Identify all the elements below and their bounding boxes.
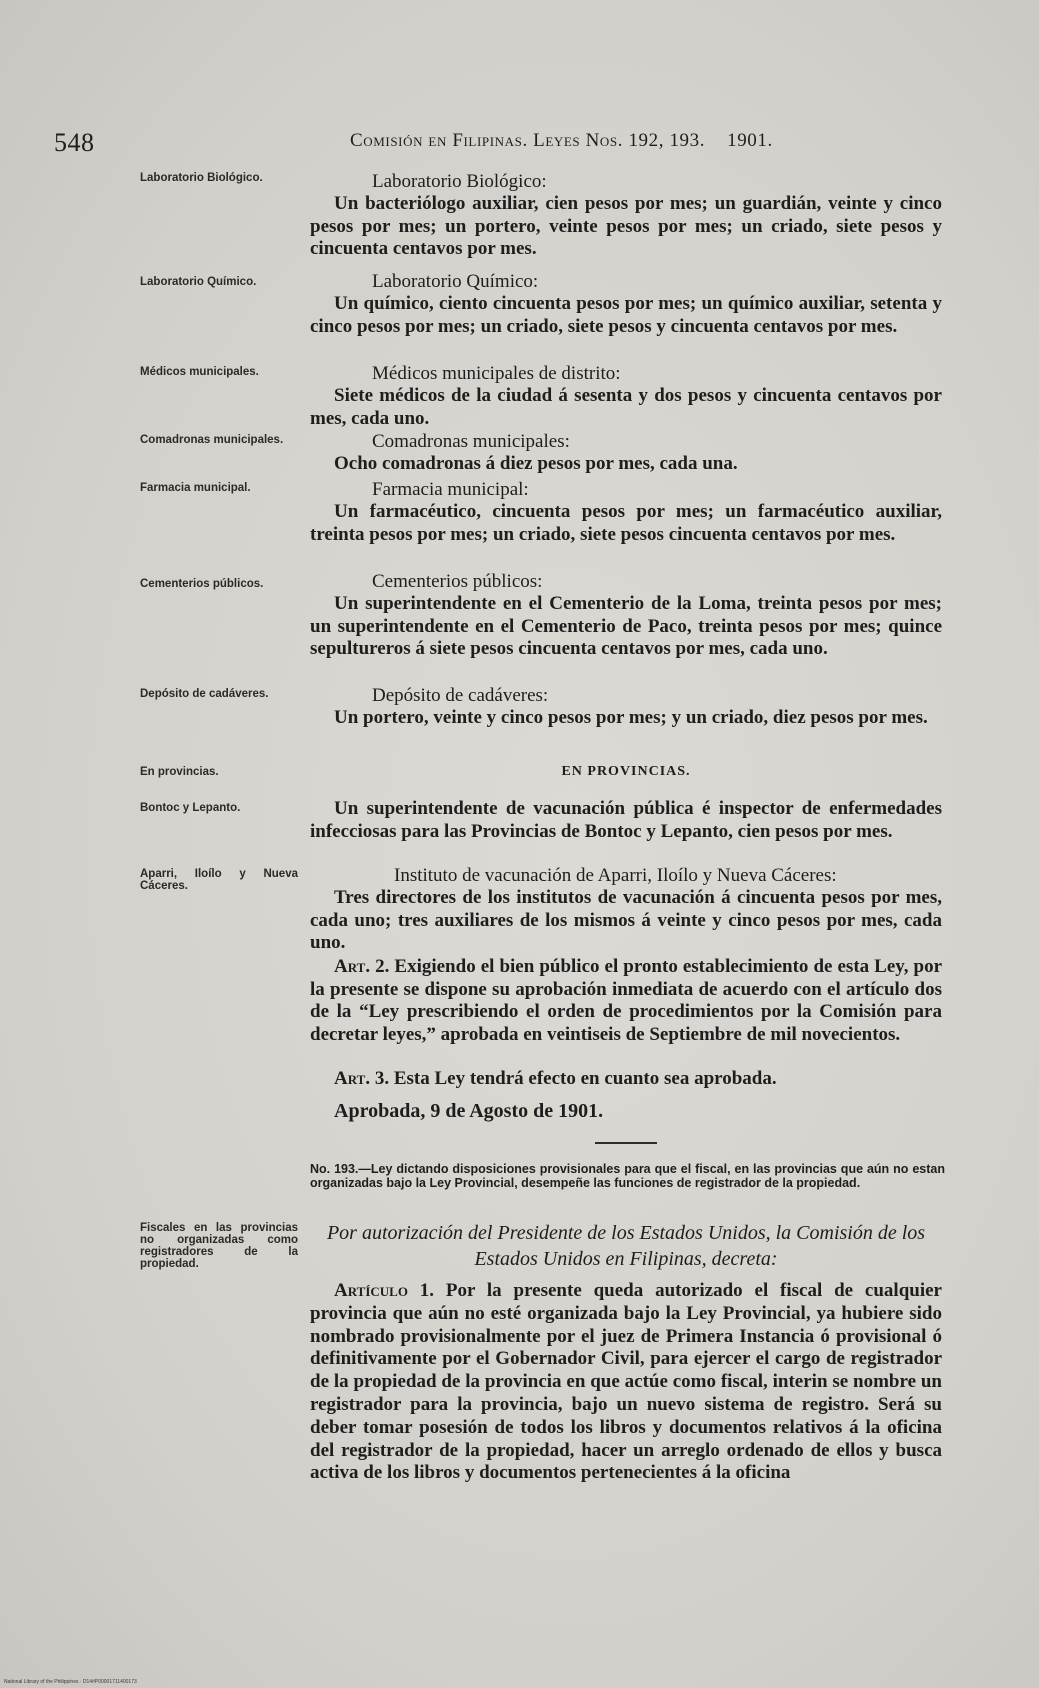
- margin-note: Depósito de cadáveres.: [140, 688, 269, 700]
- running-year: 1901.: [727, 130, 773, 151]
- section-heading: Depósito de cadáveres:: [372, 685, 549, 706]
- section-text: Un químico, ciento cincuenta pesos por mes; un químico auxiliar, setenta y cinco pesos por mes; un criado, siete pesos y cincuenta centavos por mes.: [310, 293, 942, 337]
- section-title-provincias: EN PROVINCIAS.: [561, 764, 691, 779]
- article-body: Exigiendo el bien público el pronto establecimiento de esta Ley, por la presente se dispone su aprobación inmediata de acuerdo con el artículo dos de la “Ley prescribiendo el orden de procedimientos por la Comisión para decretar leyes,” aprobada en veintiseis de Septiembre de mil novecientos.: [310, 956, 943, 1045]
- section-instituto-vacunacion: [310, 864, 942, 955]
- margin-note: Aparri, Iloílo y Nueva Cáceres.: [140, 868, 298, 892]
- law-193-summary: [310, 1162, 945, 1190]
- article-body: Por la presente queda autorizado el fiscal de cualquier provincia que aún no esté organizada bajo la Ley Provincial, ya hubiere sido nombrado provisionalmente por el juez de Primera Instancia ó provisional ó definitivamente por el Gobernador Civil, para ejercer el cargo de registrador de la propiedad de la provincia en que actúe como fiscal, interin se nombre un registrador para la provincia, bajo un nuevo sistema de registro. Será su deber tomar posesión de todos los libros y documentos relativos á la oficina del registrador de la propiedad, hacer un arreglo ordenado de ellos y busca activa de los libros y documentos pertenecientes á la oficina: [310, 1280, 942, 1484]
- section-bontoc: [310, 798, 942, 843]
- section-farmacia: [310, 478, 942, 546]
- section-text: Ocho comadronas á diez pesos por mes, cada una.: [334, 453, 738, 474]
- section-cementerios: [310, 570, 942, 661]
- margin-note: Médicos municipales.: [140, 366, 259, 378]
- section-text: Un superintendente de vacunación pública é inspector de enfermedades infecciosas para las Provincias de Bontoc y Lepanto, cien pesos por mes.: [310, 798, 942, 842]
- article-2: [310, 956, 942, 1046]
- section-heading: Médicos municipales de distrito:: [372, 363, 621, 384]
- margin-note: Farmacia municipal.: [140, 482, 251, 494]
- article-label: Artículo 1.: [334, 1280, 435, 1301]
- article-body: Esta Ley tendrá efecto en cuanto sea aprobada.: [393, 1068, 777, 1089]
- margin-note: Fiscales en las provincias no organizadas como registradores de la propiedad.: [140, 1222, 298, 1270]
- article-label: Art. 3.: [334, 1068, 390, 1089]
- approval-block: [310, 1100, 942, 1123]
- article-text: [310, 956, 942, 1046]
- section-heading: Farmacia municipal:: [372, 479, 529, 500]
- law-number: No. 193.: [310, 1162, 359, 1176]
- section-text: Un farmacéutico, cincuenta pesos por mes; un farmacéutico auxiliar, treinta pesos por mes; un criado, siete pesos cincuenta centavos por mes.: [310, 501, 942, 545]
- section-divider: [595, 1142, 657, 1144]
- section-laboratorio-quimico: [310, 270, 942, 338]
- article-1: [310, 1280, 942, 1485]
- article-text: [310, 1280, 942, 1485]
- section-heading: Cementerios públicos:: [372, 571, 543, 592]
- section-deposito: [310, 684, 942, 730]
- section-medicos-municipales: [310, 362, 942, 430]
- page-number: 548: [54, 128, 95, 157]
- section-text: Un superintendente en el Cementerio de la Loma, treinta pesos por mes; un superintendente en el Cementerio de Paco, treinta pesos por mes; quince sepultureros á siete pesos cincuenta centavos por mes, cada uno.: [310, 593, 942, 659]
- section-text: Tres directores de los institutos de vacunación á cincuenta pesos por mes, cada uno; tres auxiliares de los mismos á veinte y cinco pesos por mes, cada uno.: [310, 887, 942, 953]
- running-head: [350, 130, 773, 152]
- section-heading: Instituto de vacunación de Aparri, Iloílo y Nueva Cáceres:: [394, 865, 837, 886]
- section-heading: Comadronas municipales:: [372, 431, 570, 452]
- section-text: Un bacteriólogo auxiliar, cien pesos por mes; un guardián, veinte y cinco pesos por mes; un portero, veinte pesos por mes; un criado, siete pesos y cincuenta centavos por mes.: [310, 193, 942, 259]
- section-heading: Laboratorio Químico:: [372, 271, 539, 292]
- margin-note: Laboratorio Químico.: [140, 276, 257, 288]
- margin-note: Laboratorio Biológico.: [140, 172, 263, 184]
- section-laboratorio-biologico: [310, 170, 942, 261]
- scan-footer: National Library of the Philippines · D14#P00001711400173: [4, 1679, 137, 1685]
- article-3: [310, 1068, 942, 1091]
- margin-note: Comadronas municipales.: [140, 434, 284, 446]
- section-text: Un portero, veinte y cinco pesos por mes; y un criado, diez pesos por mes.: [334, 707, 928, 728]
- margin-note: Bontoc y Lepanto.: [140, 802, 241, 814]
- law-summary-text: —Ley dictando disposiciones provisionales para que el fiscal, en las provincias que aún no estan organizadas bajo la Ley Provincial, desempeñe las funciones de registrador de la propiedad.: [310, 1162, 945, 1190]
- section-comadronas: [310, 430, 942, 476]
- article-text: [310, 1068, 942, 1091]
- margin-note: Cementerios públicos.: [140, 578, 264, 590]
- section-text: Siete médicos de la ciudad á sesenta y dos pesos y cincuenta centavos por mes, cada uno.: [310, 385, 942, 429]
- section-heading: Laboratorio Biológico:: [372, 171, 547, 192]
- approval-date: Aprobada, 9 de Agosto de 1901.: [334, 1100, 604, 1122]
- margin-note: En provincias.: [140, 766, 219, 778]
- article-label: Art. 2.: [334, 956, 390, 977]
- enacting-clause: Por autorización del Presidente de los Estados Unidos, la Comisión de los Estados Unidos en Filipinas, decreta:: [326, 1222, 926, 1270]
- running-title: Comisión en Filipinas. Leyes Nos. 192, 193.: [350, 130, 706, 151]
